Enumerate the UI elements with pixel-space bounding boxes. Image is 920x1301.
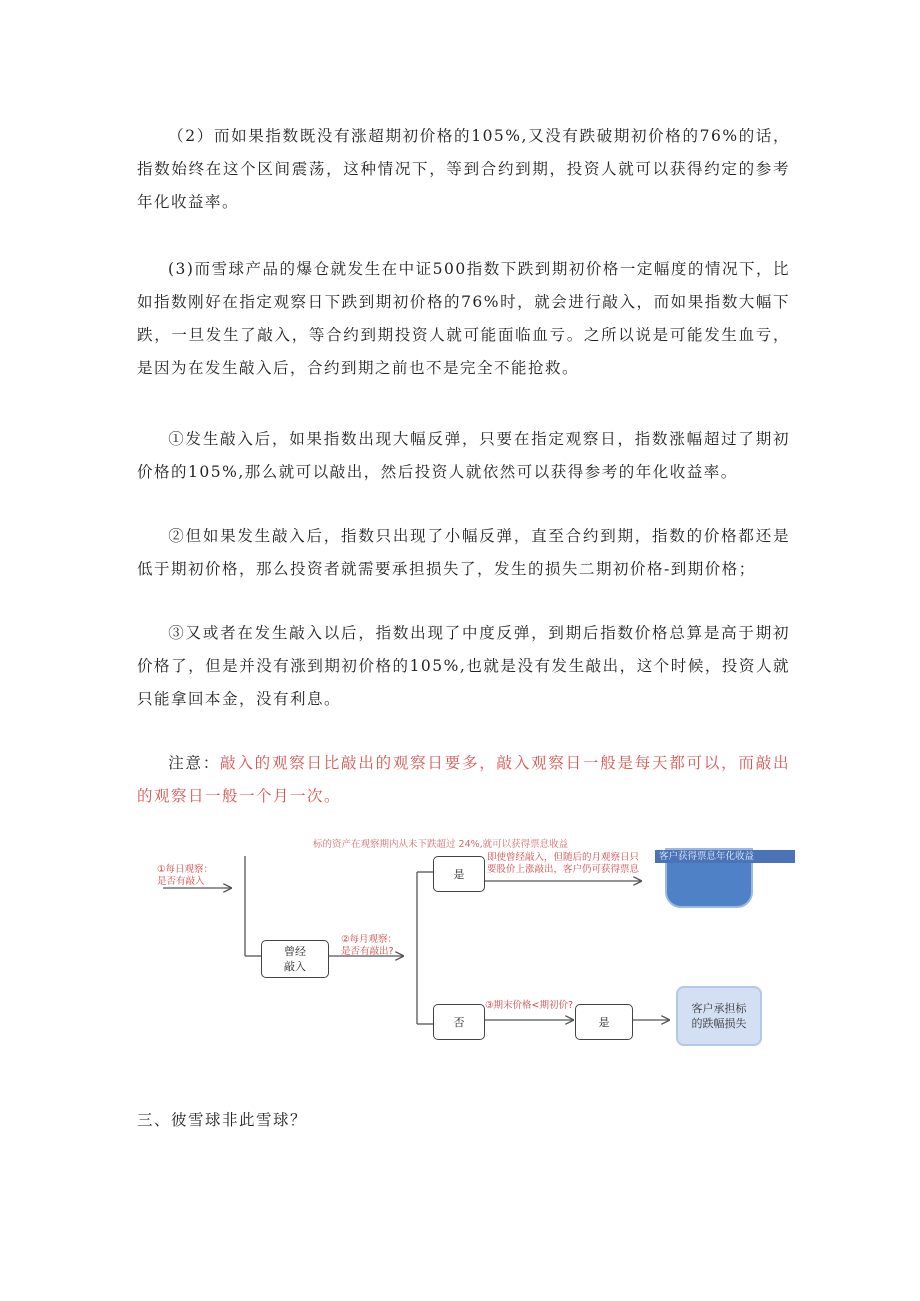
section-heading: 三、彼雪球非此雪球？ <box>137 1111 308 1129</box>
loss-result-box <box>676 986 762 1046</box>
monthly-observation-line-1: ②每月观察： <box>341 934 398 945</box>
daily-observation-line-2: 是否有敲入 <box>157 876 205 887</box>
knocked-in-line-2: 敲入 <box>284 960 306 973</box>
final-yes-label: 是 <box>598 1015 610 1029</box>
note-text: 敲入的观察日比敲出的观察日要多，敲入观察日一般是每天都可以，而敲出的观察日一般一个月一次。 <box>137 754 790 805</box>
monthly-observation-label <box>341 934 397 958</box>
yes-note <box>487 852 639 876</box>
case-2-text: ②但如果发生敲入后，指数只出现了小幅反弹，直至合约到期，指数的价格都还是低于期初价格，那么投资者就需要承担损失了，发生的损失二期初价格-到期价格； <box>137 527 790 578</box>
yes-label: 是 <box>453 867 465 881</box>
no-box <box>433 1004 485 1040</box>
paragraph-2 <box>137 120 790 219</box>
coupon-result-label: 客户获得票息年化收益 <box>655 850 795 863</box>
no-label: 否 <box>453 1015 465 1029</box>
yes-note-line-1: 即使曾经敲入，但随后的月观察日只 <box>487 852 640 863</box>
case-3-paragraph <box>137 617 790 716</box>
yes-box <box>433 856 485 892</box>
diagram-title: 标的资产在观察期内从未下跌超过 24%,就可以获得票息收益 <box>313 839 569 850</box>
monthly-observation-line-2: 是否有敲出? <box>341 946 394 957</box>
final-yes-box <box>575 1004 633 1040</box>
loss-line-1: 客户承担标 <box>691 1002 747 1015</box>
paragraph-2-text: （2）而如果指数既没有涨超期初价格的105%,又没有跌破期初价格的76%的话，指数始终在这个区间震荡，这种情况下，等到合约到期，投资人就可以获得约定的参考年化收益率。 <box>137 127 790 211</box>
final-check-label: ③期末价格<期初价? <box>485 1000 574 1011</box>
knocked-in-box <box>261 940 329 978</box>
yes-note-line-2: 要股价上涨敲出，客户仍可获得票息 <box>487 864 640 875</box>
knocked-in-line-1: 曾经 <box>284 945 306 958</box>
case-2-paragraph <box>137 520 790 586</box>
daily-observation-label <box>157 864 213 888</box>
case-3-text: ③又或者在发生敲入以后，指数出现了中度反弹，到期后指数价格总算是高于期初价格了，但是并没有涨到期初价格的105%,也就是没有发生敲出，这个时候，投资人就只能拿回本金，没有利息。 <box>137 624 790 708</box>
note-paragraph <box>137 747 790 813</box>
case-1-text: ①发生敲入后，如果指数出现大幅反弹，只要在指定观察日，指数涨幅超过了期初价格的105%,那么就可以敲出，然后投资人就依然可以获得参考的年化收益率。 <box>137 430 790 481</box>
loss-line-2: 的跌幅损失 <box>691 1017 747 1030</box>
note-label: 注意： <box>168 754 221 772</box>
paragraph-3 <box>137 253 790 385</box>
paragraph-3-text: (3)而雪球产品的爆仓就发生在中证500指数下跌到期初价格一定幅度的情况下，比如指数刚好在指定观察日下跌到期初价格的76%时，就会进行敲入，而如果指数大幅下跌，一旦发生了敲入，等合约到期投资人就可能面临血亏。之所以说是可能发生血亏，是因为在发生敲入后，合约到期之前也不是完全不能抢救。 <box>137 260 790 377</box>
snowball-flow-diagram <box>133 828 801 1060</box>
daily-observation-line-1: ①每日观察： <box>157 864 214 875</box>
case-1-paragraph <box>137 423 790 489</box>
